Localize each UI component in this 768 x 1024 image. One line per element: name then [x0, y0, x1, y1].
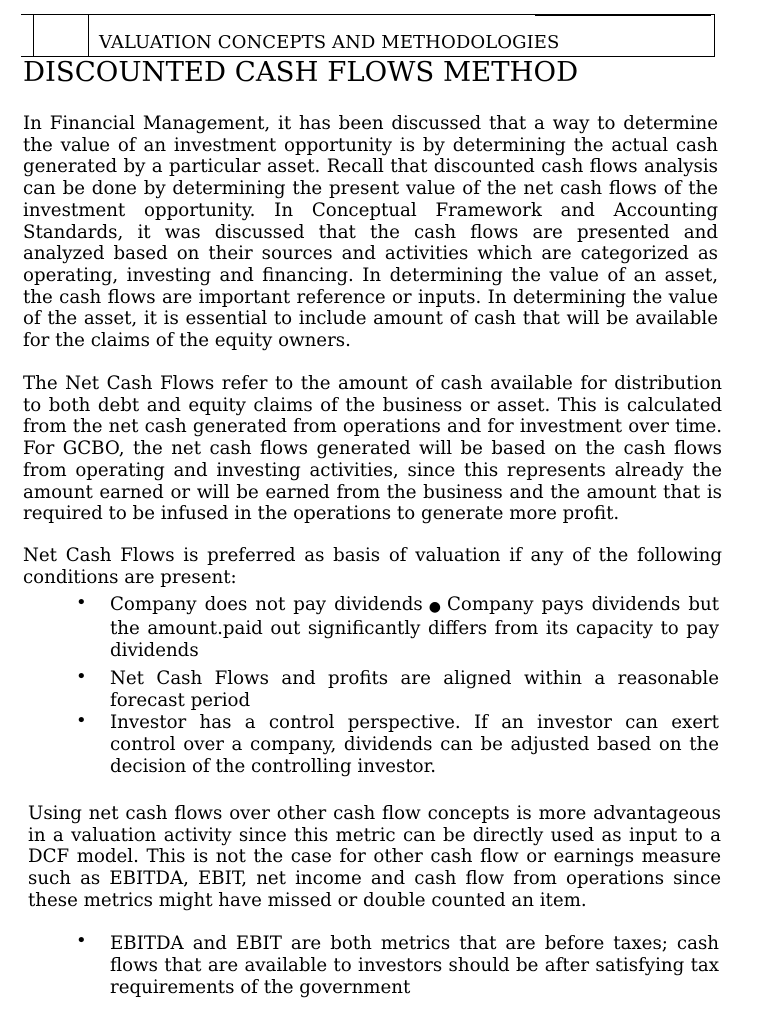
- list-item-text: [110, 594, 719, 662]
- header-divider: [33, 15, 34, 56]
- list-item-text: EBITDA and EBIT are both metrics that are before taxes; cash flows that are available to investors should be after satisfying tax requirements of the government: [110, 933, 719, 998]
- header-rule: [535, 14, 711, 16]
- header-divider: [88, 15, 89, 56]
- bullet-icon: •: [76, 930, 87, 951]
- bullet-icon: •: [76, 592, 87, 613]
- list-item-text: Investor has a control perspective. If an investor can exert control over a company, dividends can be adjusted based on the decision of the controlling investor.: [110, 712, 719, 777]
- running-header: VALUATION CONCEPTS AND METHODOLOGIES: [99, 32, 560, 53]
- paragraph-intro: In Financial Management, it has been discussed that a way to determine the value of an investment opportunity is by determining the actual cash generated by a particular asset. Recall that discounted cash flows analysis can be done by determining the present value of the net cash flows of the investment opportunity. In Conceptual Framework and Accounting Standards, it was discussed that the cash flows are presented and analyzed based on their sources and activities which are categorized as operating, investing and financing. In determining the value of an asset, the cash flows are important reference or inputs. In determining the value of the asset, it is essential to include amount of cash that will be available for the claims of the equity owners.: [23, 113, 718, 352]
- paragraph-advantages: Using net cash flows over other cash flow concepts is more advantageous in a valuation activity since this metric can be directly used as input to a DCF model. This is not the case for other cash flow or earnings measure such as EBITDA, EBIT, net income and cash flow from operations since these metrics might have missed or double counted an item.: [28, 803, 721, 911]
- condition-text: Company does not pay dividends: [110, 594, 423, 615]
- section-title: DISCOUNTED CASH FLOWS METHOD: [23, 56, 579, 88]
- paragraph-net-cash-flows: The Net Cash Flows refer to the amount of cash available for distribution to both debt and equity claims of the business or asset. This is calculated from the net cash generated from operations and for investment over time. For GCBO, the net cash flows generated will be based on the cash flows from operating and investing activities, since this represents already the amount earned or will be earned from the business and the amount that is required to be infused in the operations to generate more profit.: [23, 373, 722, 525]
- bullet-dot-icon: ●: [428, 599, 441, 615]
- bullet-icon: •: [76, 666, 87, 687]
- bullet-icon: •: [76, 710, 87, 731]
- paragraph-conditions: Net Cash Flows is preferred as basis of valuation if any of the following conditions are present:: [23, 545, 722, 588]
- header-divider: [714, 15, 715, 56]
- condition-text: Company pays dividends but the amount.paid out significantly differs from its capacity to pay dividends: [110, 594, 719, 661]
- header-box: [21, 14, 715, 57]
- list-item-text: Net Cash Flows and profits are aligned within a reasonable forecast period: [110, 668, 719, 711]
